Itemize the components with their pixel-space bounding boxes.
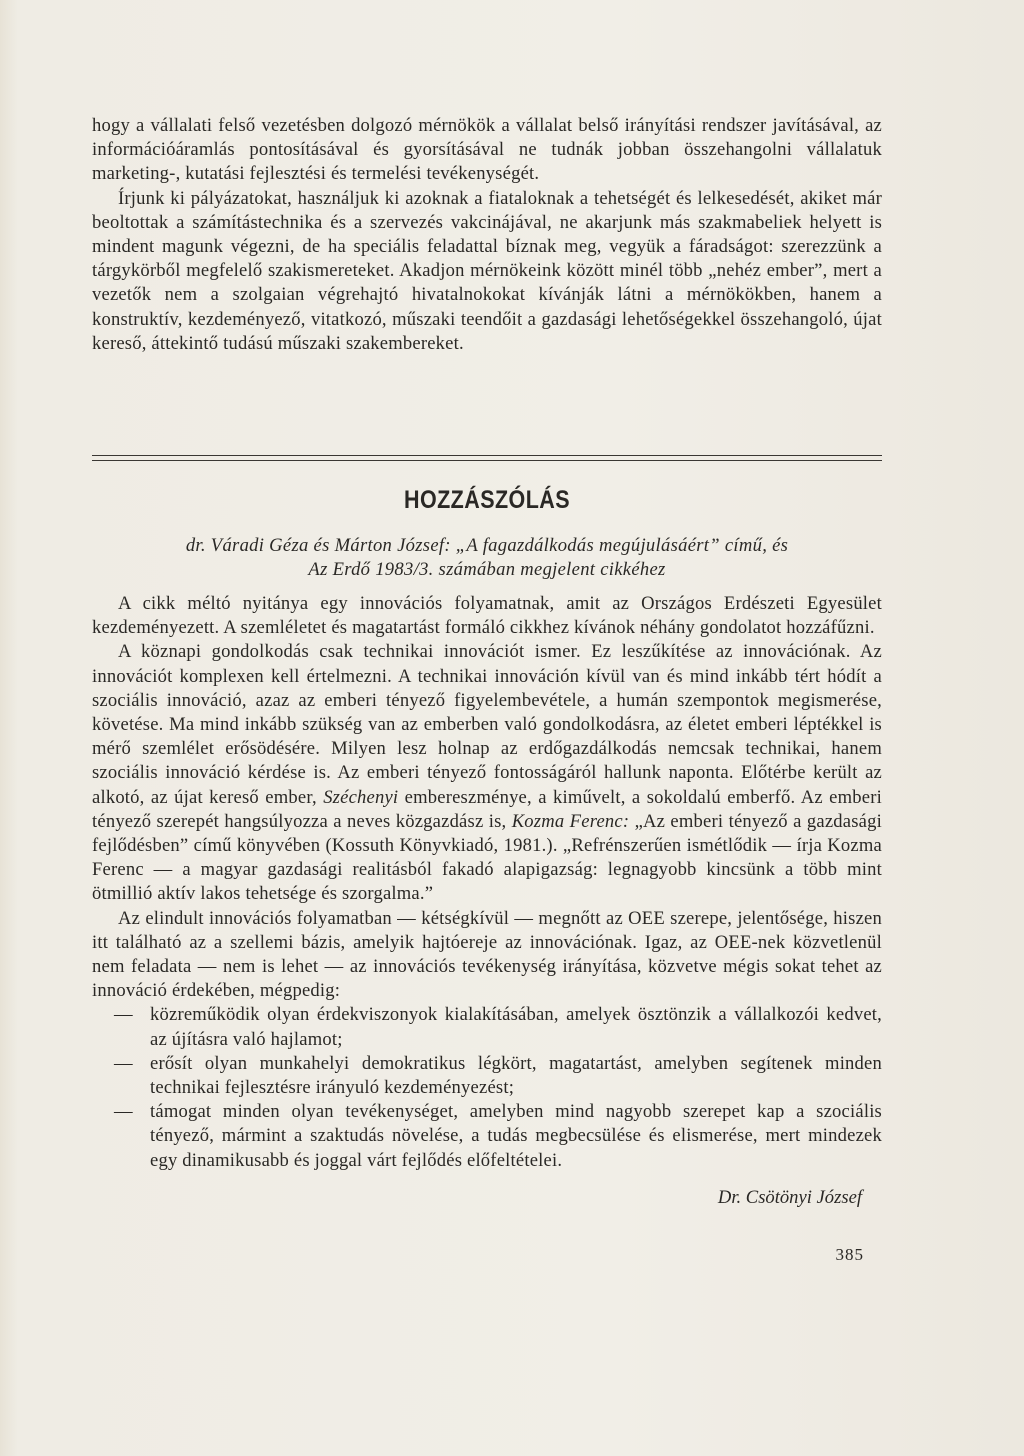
intro-paragraph: hogy a vállalati felső vezetésben dolgozó mérnökök a vállalat belső irányítási rendszer javításával, az információáramlás pontosításával és gyorsításával ne tudnák jobban összehangolni vállalatuk marketing-, kutatási fejlesztési és termelési tevékenységét. [92, 115, 882, 185]
dash-bullet: — [114, 1004, 133, 1026]
list-item [92, 1003, 882, 1051]
dash-bullet: — [114, 1101, 133, 1123]
person-name: Széchenyi [323, 786, 399, 808]
list-item-text: támogat minden olyan tevékenységet, amelyben mind nagyobb szerepet kap a szociális tényező, mármint a szaktudás növelése, a tudás megbecsülése és elismerése, mert mindezek egy dinamikusabb és joggal várt fejlődés előfeltételei. [150, 1101, 882, 1171]
text-run: „Az emberi tényező a gazdasági fejlődésben” című könyvében (Kossuth Könyvkiadó, 1981.). „Refrénszerűen ismétlődik — írja Kozma Ferenc — a magyar gazdasági realitásból fakadó alapigazság: legnagyobb kincsünk a több mint ötmillió aktív lakos tehetsége és szorgalma.” [92, 810, 882, 905]
list-item-text: közreműködik olyan érdekviszonyok kialakításában, amelyek ösztönzik a vállalkozói kedvet, az újításra való hajlamot; [150, 1004, 882, 1050]
body-paragraph: Az elindult innovációs folyamatban — kétségkívül — megnőtt az OEE szerepe, jelentősége, hiszen itt található az a szellemi bázis, amelyik hajtóereje az innovációnak. Igaz, az OEE-nek közvetlenül nem feladata — nem is lehet — az innovációs tevékenység irányítása, közvetve mégis sokat tehet az innováció érdekében, mégpedig: [92, 907, 882, 1002]
section-divider-top [92, 455, 882, 456]
intro-text [92, 114, 882, 356]
dash-bullet: — [114, 1052, 133, 1074]
section-divider-bottom [92, 460, 882, 461]
list-item-text: erősít olyan munkahelyi demokratikus légkört, magatartást, amelyben segítenek minden technikai fejlesztésre irányuló kezdeményezést; [150, 1052, 882, 1099]
text-run: embereszménye, a kiművelt, a sokoldalú emberfő. Az emberi tényező szerepét hangsúlyozza a neves közgazdász is, [92, 786, 882, 832]
list-item [92, 1100, 882, 1173]
section-title: HOZZÁSZÓLÁS [404, 486, 570, 514]
intro-paragraph: Írjunk ki pályázatokat, használjuk ki azoknak a fiataloknak a tehetségét és lelkesedését, akiket már beoltottak a számítástechnika és a szervezés vakcinájával, ne akarjunk más szakmabeliek helyett is mindent magunk végezni, de ha speciális feladattal bíznak meg, vegyük a fáradságot: szerezzünk a tárgykörből megfelelő szakismereteket. Akadjon mérnökeink között minél több „nehéz ember”, mert a vezetők nem a szolgaian végrehajtó hivatalnokokat kívánják látni a mérnökökben, hanem a konstruktív, kezdeményező, vitatkozó, műszaki teendőit a gazdasági lehetőségekkel összehangoló, újat kereső, áttekintő tudású műszaki szakembereket. [92, 187, 882, 354]
body-paragraph [92, 640, 882, 906]
author-signature: Dr. Csötönyi József [717, 1187, 862, 1208]
subtitle-line: dr. Váradi Géza és Márton József: „A fagazdálkodás megújulásáért” című, és [185, 535, 789, 556]
text-run: A köznapi gondolkodás csak technikai innovációt ismer. Ez leszűkítése az innovációnak. Az innovációt komplexen kell értelmezni. A technikai innováción kívül van és mind inkább tért hódít a szociális innováció, azaz az emberi tényező figyelembevétele, a humán szempontok megismerése, követése. Ma mind inkább szükség van az emberben való gondolkodásra, az életet emberi léptékkel is mérő szemlélet erősödésére. Milyen lesz holnap az erdőgazdálkodás nemcsak technikai, hanem szociális innováció kérdése is. Az emberi tényező fontosságáról hallunk naponta. Előtérbe került az alkotó, az újat kereső ember, [92, 641, 882, 808]
subtitle-line: Az Erdő 1983/3. számában megjelent cikkéhez [308, 559, 666, 580]
body-paragraph: A cikk méltó nyitánya egy innovációs folyamatnak, amit az Országos Erdészeti Egyesület kezdeményezett. A szemléletet és magatartást formáló cikkhez kívánok néhány gondolatot hozzáfűzni. [92, 593, 882, 639]
person-name: Kozma Ferenc: [511, 810, 630, 832]
list-item [92, 1052, 882, 1100]
article-body [92, 592, 882, 1173]
page-number: 385 [835, 1245, 864, 1264]
section-subtitle [92, 534, 882, 582]
